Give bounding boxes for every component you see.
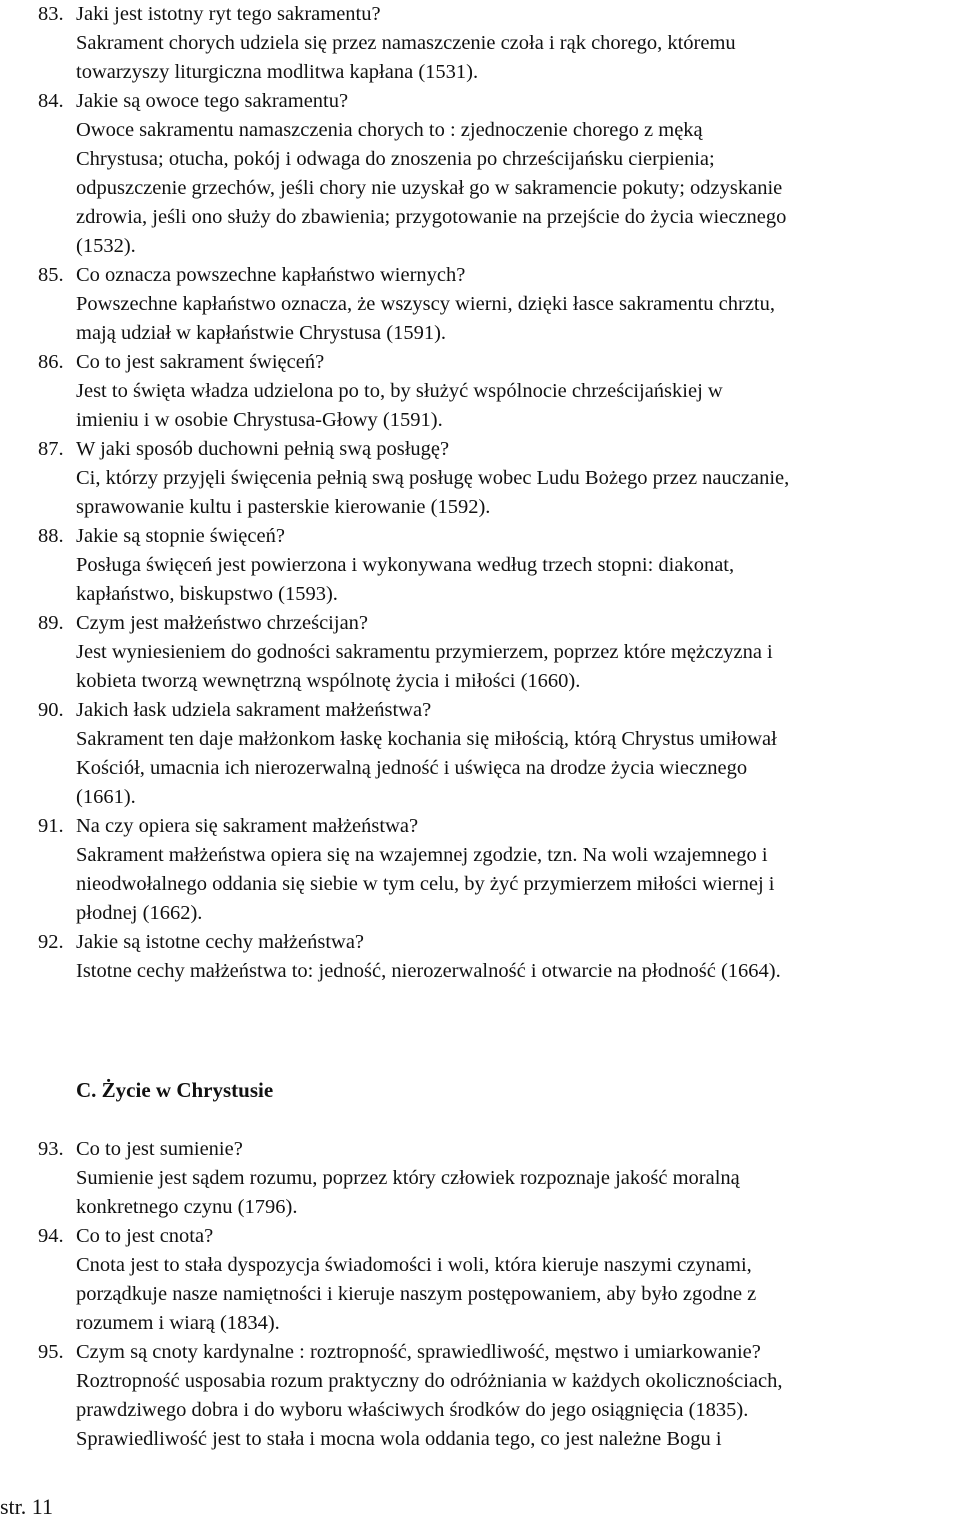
question-number: 92. xyxy=(38,931,64,953)
question-text: Jakich łask udziela sakrament małżeństwa? xyxy=(76,699,432,721)
page-number: str. 11 xyxy=(0,1494,53,1519)
question xyxy=(38,87,950,116)
answer-line: prawdziwego dobra i do wyboru właściwych środków do jego osiągnięcia (1835). xyxy=(76,1399,749,1421)
answer-line: Roztropność usposabia rozum praktyczny do odróżniania w każdych okolicznościach, xyxy=(76,1370,783,1392)
question-number: 88. xyxy=(38,525,64,547)
question-number: 89. xyxy=(38,612,64,634)
question-number: 90. xyxy=(38,699,64,721)
answer-line: nieodwołalnego oddania się siebie w tym celu, by żyć przymierzem miłości wiernej i xyxy=(76,873,775,895)
question-number: 95. xyxy=(38,1341,64,1363)
question-text: Czym jest małżeństwo chrześcijan? xyxy=(76,612,369,634)
answer-line: sprawowanie kultu i pasterskie kierowanie (1592). xyxy=(76,496,491,518)
answer-line: Chrystusa; otucha, pokój i odwaga do znoszenia po chrześcijańsku cierpienia; xyxy=(76,148,715,170)
question-number: 85. xyxy=(38,264,64,286)
answer-line: Sumienie jest sądem rozumu, poprzez który człowiek rozpoznaje jakość moralną xyxy=(76,1167,740,1189)
qa-block-life-in-christ xyxy=(38,1135,950,1454)
question xyxy=(38,1222,950,1251)
section-heading: C. Życie w Chrystusie xyxy=(76,1078,274,1102)
answer-line: zdrowia, jeśli ono służy do zbawienia; przygotowanie na przejście do życia wiecznego xyxy=(76,206,787,228)
answer-line: (1532). xyxy=(76,235,136,257)
question-text: Co to jest sumienie? xyxy=(76,1138,243,1160)
answer-line: Ci, którzy przyjęli święcenia pełnią swą posługę wobec Ludu Bożego przez nauczanie, xyxy=(76,467,790,489)
question xyxy=(38,348,950,377)
question xyxy=(38,928,950,957)
answer-line: Cnota jest to stała dyspozycja świadomości i woli, która kieruje naszymi czynami, xyxy=(76,1254,752,1276)
question xyxy=(38,812,950,841)
question-text: W jaki sposób duchowni pełnią swą posługę? xyxy=(76,438,450,460)
question xyxy=(38,435,950,464)
question xyxy=(38,1135,950,1164)
question-text: Jakie są stopnie święceń? xyxy=(76,525,285,547)
answer-line: Kościół, umacnia ich nierozerwalną jedność i uświęca na drodze życia wiecznego xyxy=(76,757,748,779)
qa-block-sacraments xyxy=(38,0,950,986)
question-number: 83. xyxy=(38,3,64,25)
question-number: 91. xyxy=(38,815,64,837)
question xyxy=(38,0,950,29)
answer-line: płodnej (1662). xyxy=(76,902,203,924)
question xyxy=(38,1338,950,1367)
answer-line: Owoce sakramentu namaszczenia chorych to : zjednoczenie chorego z męką xyxy=(76,119,703,141)
question-text: Na czy opiera się sakrament małżeństwa? xyxy=(76,815,419,837)
answer-line: towarzyszy liturgiczna modlitwa kapłana (1531). xyxy=(76,61,479,83)
answer-line: odpuszczenie grzechów, jeśli chory nie uzyskał go w sakramencie pokuty; odzyskanie xyxy=(76,177,783,199)
answer-line: Sakrament ten daje małżonkom łaskę kochania się miłością, którą Chrystus umiłował xyxy=(76,728,777,750)
question-text: Co to jest sakrament święceń? xyxy=(76,351,325,373)
answer-line: rozumem i wiarą (1834). xyxy=(76,1312,280,1334)
answer-line: kobieta tworzą wewnętrzną wspólnotę życia i miłości (1660). xyxy=(76,670,581,692)
answer-line: Posługa święceń jest powierzona i wykonywana według trzech stopni: diakonat, xyxy=(76,554,735,576)
question-text: Jakie są istotne cechy małżeństwa? xyxy=(76,931,365,953)
answer-line: Jest wyniesieniem do godności sakramentu przymierzem, poprzez które mężczyzna i xyxy=(76,641,773,663)
question-number: 86. xyxy=(38,351,64,373)
question xyxy=(38,261,950,290)
question-number: 93. xyxy=(38,1138,64,1160)
answer-line: (1661). xyxy=(76,786,136,808)
answer-line: Sprawiedliwość jest to stała i mocna wola oddania tego, co jest należne Bogu i xyxy=(76,1428,722,1450)
question-number: 94. xyxy=(38,1225,64,1247)
question-number: 84. xyxy=(38,90,64,112)
question-text: Jakie są owoce tego sakramentu? xyxy=(76,90,349,112)
question-text: Co to jest cnota? xyxy=(76,1225,214,1247)
answer-line: kapłaństwo, biskupstwo (1593). xyxy=(76,583,338,605)
answer-line: porządkuje nasze namiętności i kieruje naszym postępowaniem, aby było zgodne z xyxy=(76,1283,757,1305)
question xyxy=(38,522,950,551)
answer-line: Istotne cechy małżeństwa to: jedność, nierozerwalność i otwarcie na płodność (1664). xyxy=(76,960,781,982)
answer-line: imieniu i w osobie Chrystusa-Głowy (1591). xyxy=(76,409,443,431)
answer-line: konkretnego czynu (1796). xyxy=(76,1196,298,1218)
answer-line: Jest to święta władza udzielona po to, by służyć wspólnocie chrześcijańskiej w xyxy=(76,380,723,402)
question xyxy=(38,696,950,725)
question-number: 87. xyxy=(38,438,64,460)
question-text: Czym są cnoty kardynalne : roztropność, sprawiedliwość, męstwo i umiarkowanie? xyxy=(76,1341,761,1363)
question xyxy=(38,609,950,638)
question-text: Co oznacza powszechne kapłaństwo wiernych? xyxy=(76,264,466,286)
question-text: Jaki jest istotny ryt tego sakramentu? xyxy=(76,3,381,25)
answer-line: Sakrament chorych udziela się przez namaszczenie czoła i rąk chorego, któremu xyxy=(76,32,736,54)
answer-line: mają udział w kapłaństwie Chrystusa (1591). xyxy=(76,322,447,344)
answer-line: Sakrament małżeństwa opiera się na wzajemnej zgodzie, tzn. Na woli wzajemnego i xyxy=(76,844,768,866)
answer-line: Powszechne kapłaństwo oznacza, że wszyscy wierni, dzięki łasce sakramentu chrztu, xyxy=(76,293,775,315)
